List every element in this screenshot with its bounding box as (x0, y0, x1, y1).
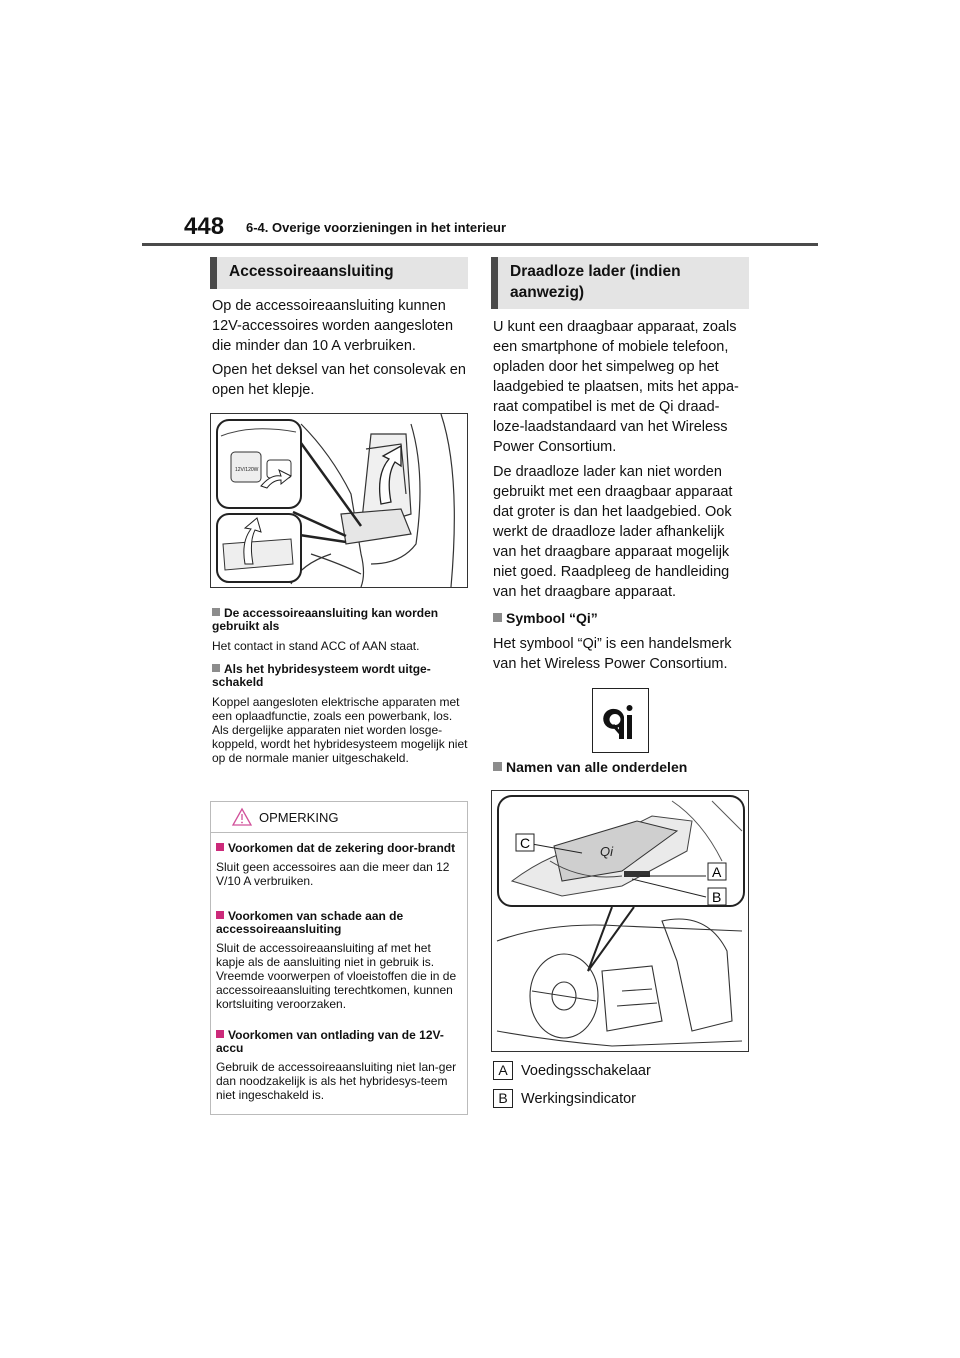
notice-header (211, 802, 467, 833)
subsection-text: Koppel aangesloten elektrische apparaten met een oplaadfunctie, zoals een powerbank, los. Als dergelijke apparaten niet worden losge-koppeld, wordt het hybridesysteem mogelijk niet op de normale manier uitgeschakeld. (212, 695, 468, 765)
part-legend-a (493, 1061, 651, 1081)
square-bullet-icon (493, 613, 502, 622)
qi-heading: Symbool “Qi” (493, 610, 598, 626)
notice-item (216, 910, 462, 1011)
notice-item-title: Voorkomen van schade aan de accessoireaansluiting (216, 909, 404, 936)
part-letter: A (493, 1061, 513, 1080)
intro-paragraph-1: Op de accessoireaansluiting kunnen 12V-accessoires worden aangesloten die minder dan 10 A verbruiken. (212, 298, 454, 354)
wireless-paragraph-2: De draadloze lader kan niet worden gebruikt met een draagbaar apparaat dat groter is dan het laadgebied. Ook werkt de draadloze lader afhankelijk van het draagbare apparaat mogelijk niet goed. Raadpleeg de handleiding van het draagbare apparaat. (493, 464, 733, 600)
subsection-usable-when (212, 607, 468, 653)
notice-item-title: Voorkomen van ontlading van de 12V-accu (216, 1028, 444, 1055)
notice-item-text: Sluit geen accessoires aan die meer dan 12 V/10 A verbruiken. (216, 860, 450, 888)
qi-symbol (592, 688, 649, 753)
notice-item-title: Voorkomen dat de zekering door-brandt (216, 842, 462, 855)
svg-text:Qi: Qi (600, 844, 613, 859)
socket-label: 12V/120W (235, 467, 259, 473)
notice-box (210, 801, 468, 1115)
parts-heading: Namen van alle onderdelen (493, 759, 687, 775)
qi-text: Het symbool “Qi” is een handelsmerk van het Wireless Power Consortium. (493, 636, 732, 672)
notice-item-text: Gebruik de accessoireaansluiting niet lan-ger dan noodzakelijk is als het hybridesys-teem niet ingeschakeld is. (216, 1060, 457, 1102)
section-title-accessory-socket: Accessoireaansluiting (210, 257, 468, 289)
subsection-title: Als het hybridesysteem wordt uitge-schakeld (212, 662, 431, 689)
accessory-socket-illustration (210, 413, 468, 588)
square-bullet-icon (216, 1030, 224, 1038)
cabin-drawing (492, 791, 748, 1051)
wireless-paragraph-1: U kunt een draagbaar apparaat, zoals een smartphone of mobiele telefoon, opladen door het simpelweg op het laadgebied te plaatsen, mits het appa-raat compatibel is met de Qi draad-loze-laadstandaard van het Wireless Power Consortium. (493, 319, 739, 455)
notice-item (216, 842, 462, 888)
wireless-charger-illustration (491, 790, 749, 1052)
notice-title: OPMERKING (259, 810, 339, 825)
console-drawing (211, 414, 467, 587)
notice-item-text: Sluit de accessoireaansluiting af met het kapje als de aansluiting niet in gebruik is. Vreemde voorwerpen of vloeistoffen die in de accessoireaansluiting terechtkomen, kunnen kortsluiting veroorzaken. (216, 941, 457, 1011)
part-legend-b (493, 1089, 636, 1109)
part-name: Werkingsindicator (521, 1091, 637, 1107)
square-bullet-icon (212, 664, 220, 672)
header-rule (142, 243, 818, 246)
notice-item (216, 1029, 462, 1102)
callout-b: B (712, 889, 722, 905)
section-title-wireless-charger: Draadloze lader (indien aanwezig) (491, 257, 749, 309)
subsection-hybrid-off (212, 663, 468, 765)
subsection-title: De accessoireaansluiting kan worden gebruikt als (212, 606, 439, 633)
square-bullet-icon (216, 911, 224, 919)
intro-paragraph-2: Open het deksel van het consolevak en open het klepje. (212, 362, 466, 398)
qi-logo-icon (593, 689, 648, 752)
subsection-text: Het contact in stand ACC of AAN staat. (212, 639, 420, 653)
callout-a: A (712, 864, 722, 880)
part-letter: B (493, 1089, 513, 1108)
page-number: 448 (184, 213, 225, 240)
square-bullet-icon (212, 608, 220, 616)
warning-triangle-icon (231, 807, 253, 827)
part-name: Voedingsschakelaar (521, 1063, 651, 1079)
square-bullet-icon (493, 762, 502, 771)
chapter-title: 6-4. Overige voorzieningen in het interieur (246, 220, 507, 235)
callout-c: C (520, 835, 531, 851)
square-bullet-icon (216, 843, 224, 851)
